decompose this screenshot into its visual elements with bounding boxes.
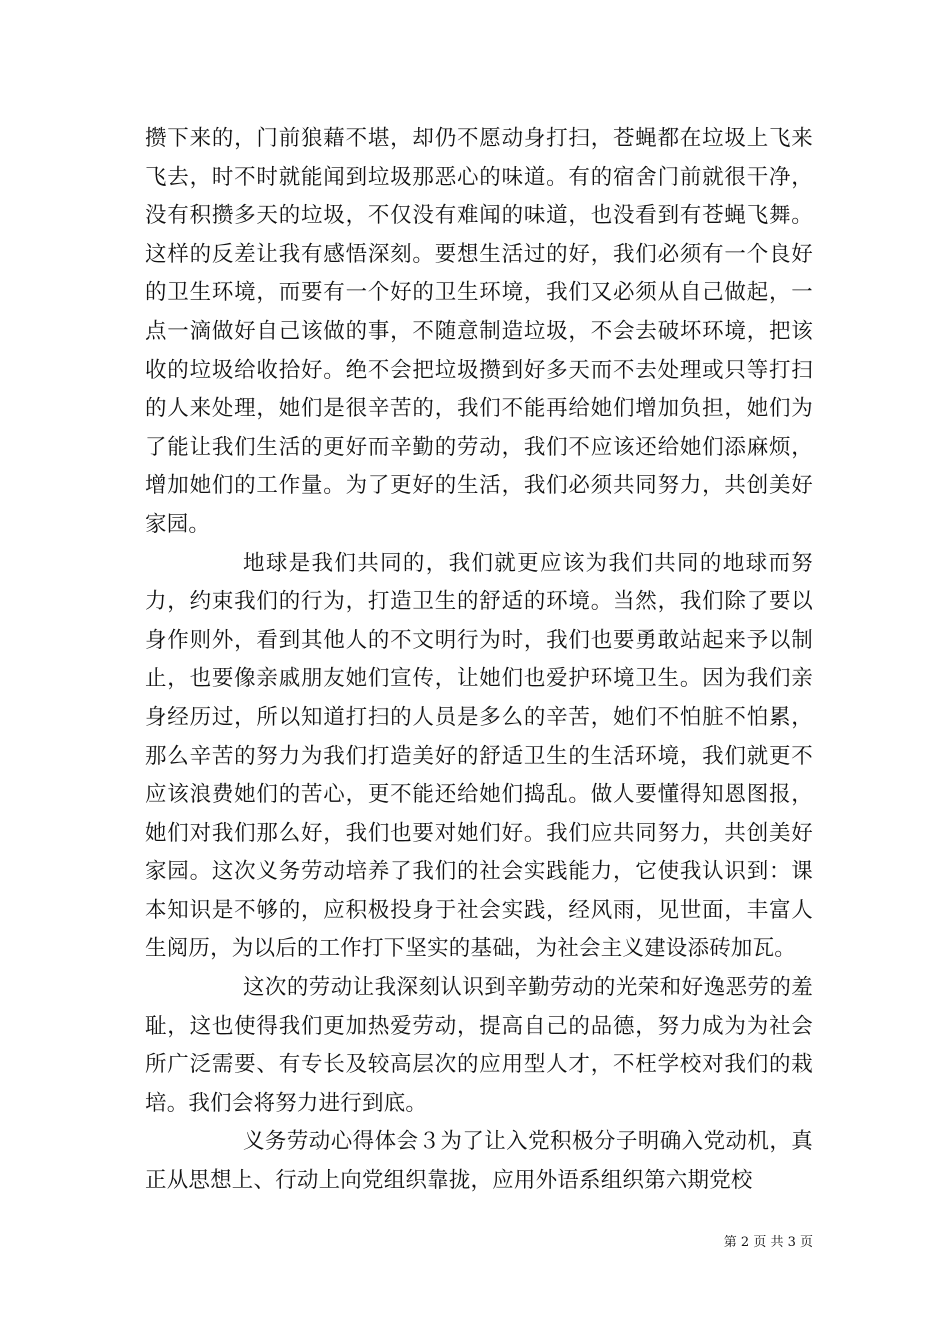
- page-number-footer: 第 2 页 共 3 页: [723, 1235, 813, 1250]
- document-body: [145, 120, 813, 1201]
- paragraph-labor-honor: 这次的劳动让我深刻认识到辛勤劳动的光荣和好逸恶劳的羞耻，这也使得我们更加热爱劳动，提高自己的品德，努力成为为社会所广泛需要、有专长及较高层次的应用型人才，不枉学校对我们的栽培。我们会将努力进行到底。: [145, 975, 813, 1116]
- paragraph-continuation: 攒下来的，门前狼藉不堪，却仍不愿动身打扫，苍蝇都在垃圾上飞来飞去，时不时就能闻到垃圾那恶心的味道。有的宿舍门前就很干净，没有积攒多天的垃圾，不仅没有难闻的味道，也没看到有苍蝇飞舞。这样的反差让我有感悟深刻。要想生活过的好，我们必须有一个良好的卫生环境，而要有一个好的卫生环境，我们又必须从自己做起，一点一滴做好自己该做的事，不随意制造垃圾，不会去破坏环境，把该收的垃圾给收拾好。绝不会把垃圾攒到好多天而不去处理或只等打扫的人来处理，她们是很辛苦的，我们不能再给她们增加负担，她们为了能让我们生活的更好而辛勤的劳动，我们不应该还给她们添麻烦，增加她们的工作量。为了更好的生活，我们必须共同努力，共创美好家园。: [145, 126, 813, 537]
- paragraph-essay-3-start: 义务劳动心得体会３为了让入党积极分子明确入党动机，真正从思想上、行动上向党组织靠拢，应用外语系组织第六期党校: [145, 1129, 813, 1194]
- paragraph-earth: 地球是我们共同的，我们就更应该为我们共同的地球而努力，约束我们的行为，打造卫生的舒适的环境。当然，我们除了要以身作则外，看到其他人的不文明行为时，我们也要勇敢站起来予以制止，也要像亲戚朋友她们宣传，让她们也爱护环境卫生。因为我们亲身经历过，所以知道打扫的人员是多么的辛苦，她们不怕脏不怕累，那么辛苦的努力为我们打造美好的舒适卫生的生活环境，我们就更不应该浪费她们的苦心，更不能还给她们捣乱。做人要懂得知恩图报，她们对我们那么好，我们也要对她们好。我们应共同努力，共创美好家园。这次义务劳动培养了我们的社会实践能力，它使我认识到：课本知识是不够的，应积极投身于社会实践，经风雨，见世面，丰富人生阅历，为以后的工作打下坚实的基础，为社会主义建设添砖加瓦。: [145, 550, 813, 962]
